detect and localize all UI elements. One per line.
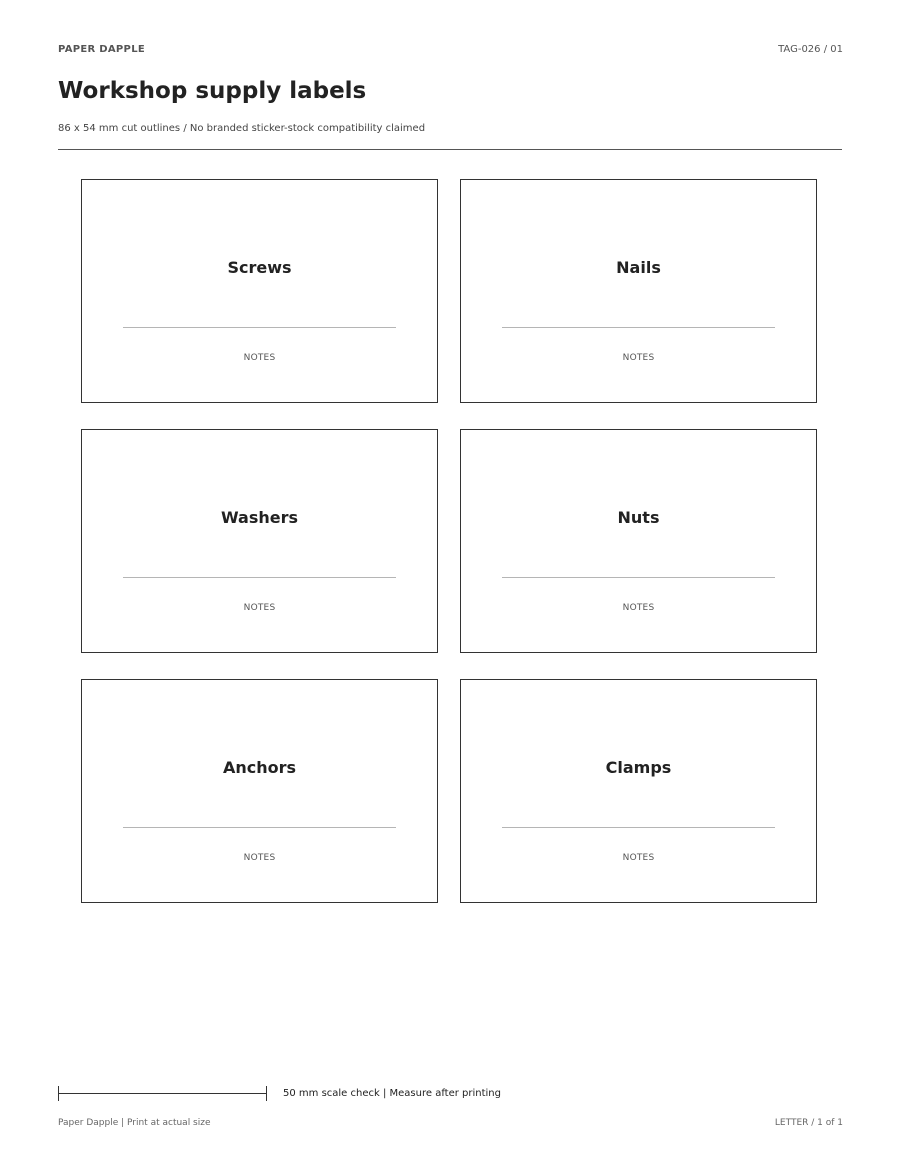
label-name: Nails xyxy=(616,258,661,277)
document-code: TAG-026 / 01 xyxy=(778,44,843,55)
label-notes: NOTES xyxy=(622,353,655,363)
label-name: Nuts xyxy=(617,508,660,527)
label-card-nails xyxy=(460,179,817,403)
label-notes: NOTES xyxy=(622,603,655,613)
label-writing-line xyxy=(502,577,775,578)
header-divider xyxy=(58,149,842,150)
scale-check-bar xyxy=(58,1086,267,1101)
label-name: Clamps xyxy=(605,758,672,777)
label-card-anchors xyxy=(81,679,438,903)
label-notes: NOTES xyxy=(243,603,276,613)
label-card-clamps xyxy=(460,679,817,903)
scale-bar-line xyxy=(58,1093,267,1094)
brand-name: PAPER DAPPLE xyxy=(58,44,145,55)
label-notes: NOTES xyxy=(622,853,655,863)
page-title: Workshop supply labels xyxy=(58,78,367,104)
footer-page-info: LETTER / 1 of 1 xyxy=(774,1118,843,1128)
label-name: Screws xyxy=(227,258,292,277)
label-notes: NOTES xyxy=(243,853,276,863)
label-writing-line xyxy=(123,577,396,578)
label-name: Anchors xyxy=(222,758,297,777)
scale-bar-tick-start xyxy=(58,1086,59,1101)
page-subtitle: 86 x 54 mm cut outlines / No branded sticker-stock compatibility claimed xyxy=(58,123,426,134)
label-name: Washers xyxy=(220,508,299,527)
scale-check-text: 50 mm scale check | Measure after printing xyxy=(283,1088,501,1099)
label-writing-line xyxy=(123,327,396,328)
label-card-nuts xyxy=(460,429,817,653)
label-card-washers xyxy=(81,429,438,653)
label-writing-line xyxy=(123,827,396,828)
scale-bar-tick-end xyxy=(266,1086,267,1101)
label-card-screws xyxy=(81,179,438,403)
footer-left-text: Paper Dapple | Print at actual size xyxy=(58,1118,211,1128)
label-writing-line xyxy=(502,327,775,328)
label-notes: NOTES xyxy=(243,353,276,363)
label-writing-line xyxy=(502,827,775,828)
